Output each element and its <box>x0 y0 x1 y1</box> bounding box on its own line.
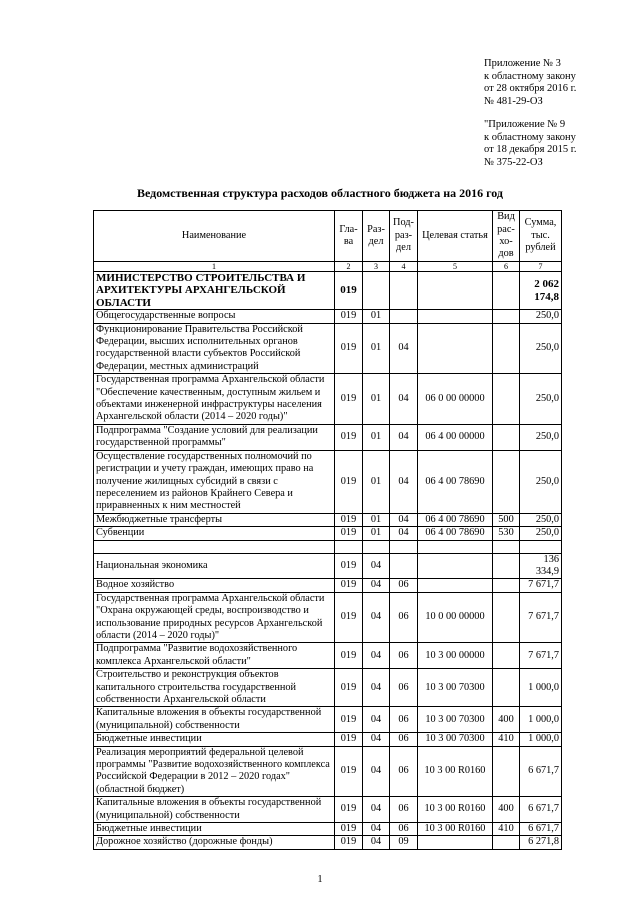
cell-podrazdel <box>390 540 418 553</box>
cell-sum: 250,0 <box>520 424 562 450</box>
cell-statya: 10 3 00 70300 <box>418 707 493 733</box>
table-row <box>94 707 562 733</box>
cell-name: МИНИСТЕРСТВО СТРОИТЕЛЬСТВА И АРХИТЕКТУРЫ АРХАНГЕЛЬСКОЙ ОБЛАСТИ <box>94 272 335 310</box>
cell-glava: 019 <box>335 553 363 579</box>
cell-podrazdel: 04 <box>390 374 418 425</box>
cell-vid: 410 <box>493 823 520 836</box>
cell-razdel: 04 <box>363 553 390 579</box>
cell-podrazdel: 04 <box>390 513 418 526</box>
table-row <box>94 513 562 526</box>
cell-statya <box>418 272 493 310</box>
cell-sum: 7 671,7 <box>520 592 562 643</box>
cell-vid <box>493 310 520 323</box>
cell-podrazdel: 04 <box>390 527 418 540</box>
cell-statya <box>418 310 493 323</box>
cell-name: Строительство и реконструкция объектов капитального строительства государственной собственности Архангельской области <box>94 669 335 707</box>
cell-sum: 1 000,0 <box>520 669 562 707</box>
header-row <box>94 211 562 262</box>
table-row <box>94 310 562 323</box>
document-title: Ведомственная структура расходов областного бюджета на 2016 год <box>136 186 503 200</box>
cell-razdel: 04 <box>363 733 390 746</box>
cell-sum: 1 000,0 <box>520 733 562 746</box>
cell-sum: 2 062 174,8 <box>520 272 562 310</box>
cell-vid <box>493 272 520 310</box>
header-glava: Гла-ва <box>335 211 363 262</box>
cell-statya: 06 4 00 78690 <box>418 527 493 540</box>
cell-vid: 410 <box>493 733 520 746</box>
column-number: 5 <box>418 262 493 272</box>
header-name: Наименование <box>94 211 335 262</box>
cell-name: Дорожное хозяйство (дорожные фонды) <box>94 836 335 849</box>
cell-glava: 019 <box>335 836 363 849</box>
cell-vid: 530 <box>493 527 520 540</box>
table-row <box>94 797 562 823</box>
table-row <box>94 450 562 513</box>
cell-razdel: 01 <box>363 374 390 425</box>
cell-statya <box>418 579 493 592</box>
cell-glava: 019 <box>335 746 363 797</box>
page-number: 1 <box>317 874 323 885</box>
column-number: 7 <box>520 262 562 272</box>
cell-name: Субвенции <box>94 527 335 540</box>
cell-glava: 019 <box>335 450 363 513</box>
appendix-block-1: Приложение № 3 к областному закону от 28 октября 2016 г. № 481-29-ОЗ <box>484 58 577 107</box>
cell-name: Межбюджетные трансферты <box>94 513 335 526</box>
cell-name: Подпрограмма "Создание условий для реализации государственной программы" <box>94 424 335 450</box>
cell-vid <box>493 579 520 592</box>
table-row <box>94 553 562 579</box>
column-number: 4 <box>390 262 418 272</box>
cell-sum <box>520 540 562 553</box>
cell-name: Общегосударственные вопросы <box>94 310 335 323</box>
cell-podrazdel: 06 <box>390 592 418 643</box>
cell-name: Осуществление государственных полномочий по регистрации и учету граждан, имеющих право на получение жилищных субсидий в связи с переселением из районов Крайнего Севера и приравненных к ним местностей <box>94 450 335 513</box>
cell-razdel <box>363 272 390 310</box>
table-row <box>94 823 562 836</box>
table-row <box>94 669 562 707</box>
cell-statya: 10 3 00 00000 <box>418 643 493 669</box>
cell-statya: 10 3 00 R0160 <box>418 823 493 836</box>
cell-name: Капитальные вложения в объекты государственной (муниципальной) собственности <box>94 707 335 733</box>
header-vid: Вид рас-хо-дов <box>493 211 520 262</box>
cell-podrazdel: 06 <box>390 746 418 797</box>
column-number: 6 <box>493 262 520 272</box>
cell-podrazdel: 06 <box>390 797 418 823</box>
cell-glava: 019 <box>335 513 363 526</box>
cell-glava: 019 <box>335 527 363 540</box>
cell-statya: 10 3 00 R0160 <box>418 746 493 797</box>
header-sum: Сумма, тыс. рублей <box>520 211 562 262</box>
cell-podrazdel: 06 <box>390 823 418 836</box>
cell-name: Бюджетные инвестиции <box>94 823 335 836</box>
cell-razdel: 01 <box>363 527 390 540</box>
cell-glava: 019 <box>335 707 363 733</box>
cell-podrazdel: 06 <box>390 579 418 592</box>
cell-podrazdel: 06 <box>390 733 418 746</box>
cell-razdel: 04 <box>363 836 390 849</box>
cell-vid <box>493 424 520 450</box>
cell-name: Национальная экономика <box>94 553 335 579</box>
cell-vid <box>493 592 520 643</box>
column-number: 1 <box>94 262 335 272</box>
cell-vid <box>493 746 520 797</box>
cell-vid: 500 <box>493 513 520 526</box>
cell-razdel: 01 <box>363 450 390 513</box>
column-number: 2 <box>335 262 363 272</box>
cell-statya <box>418 540 493 553</box>
cell-statya: 06 4 00 00000 <box>418 424 493 450</box>
cell-podrazdel: 06 <box>390 643 418 669</box>
table-row <box>94 527 562 540</box>
cell-glava: 019 <box>335 374 363 425</box>
cell-razdel: 01 <box>363 323 390 374</box>
table-row <box>94 746 562 797</box>
table-row <box>94 424 562 450</box>
cell-podrazdel: 04 <box>390 450 418 513</box>
cell-statya: 06 0 00 00000 <box>418 374 493 425</box>
cell-vid: 400 <box>493 797 520 823</box>
cell-glava: 019 <box>335 592 363 643</box>
cell-statya: 10 3 00 70300 <box>418 733 493 746</box>
cell-glava: 019 <box>335 272 363 310</box>
cell-vid <box>493 374 520 425</box>
cell-razdel: 04 <box>363 746 390 797</box>
cell-vid <box>493 323 520 374</box>
cell-sum: 250,0 <box>520 323 562 374</box>
cell-sum: 7 671,7 <box>520 643 562 669</box>
cell-vid <box>493 643 520 669</box>
cell-sum: 7 671,7 <box>520 579 562 592</box>
cell-vid <box>493 450 520 513</box>
cell-name: Водное хозяйство <box>94 579 335 592</box>
cell-name: Подпрограмма "Развитие водохозяйственного комплекса Архангельской области" <box>94 643 335 669</box>
cell-glava: 019 <box>335 669 363 707</box>
cell-podrazdel: 06 <box>390 669 418 707</box>
cell-sum: 136 334,9 <box>520 553 562 579</box>
cell-sum: 6 671,7 <box>520 746 562 797</box>
cell-podrazdel: 06 <box>390 707 418 733</box>
cell-statya <box>418 836 493 849</box>
cell-statya: 10 0 00 00000 <box>418 592 493 643</box>
table-row <box>94 579 562 592</box>
budget-table <box>93 210 562 850</box>
cell-glava: 019 <box>335 323 363 374</box>
cell-razdel: 01 <box>363 513 390 526</box>
table-row <box>94 272 562 310</box>
cell-glava: 019 <box>335 310 363 323</box>
table-body <box>94 272 562 850</box>
table-row <box>94 323 562 374</box>
cell-razdel: 01 <box>363 310 390 323</box>
appendix-header <box>484 58 576 180</box>
cell-name: Реализация мероприятий федеральной целевой программы "Развитие водохозяйственного комплекса Российской Федерации в 2012 – 2020 годах" (областной бюджет) <box>94 746 335 797</box>
cell-glava: 019 <box>335 733 363 746</box>
cell-razdel: 01 <box>363 424 390 450</box>
cell-vid <box>493 553 520 579</box>
empty-row <box>94 540 562 553</box>
cell-statya: 10 3 00 R0160 <box>418 797 493 823</box>
cell-sum: 250,0 <box>520 374 562 425</box>
cell-podrazdel: 04 <box>390 424 418 450</box>
header-podrazdel: Под-раз-дел <box>390 211 418 262</box>
cell-statya: 06 4 00 78690 <box>418 513 493 526</box>
cell-glava: 019 <box>335 797 363 823</box>
table-row <box>94 374 562 425</box>
header-statya: Целевая статья <box>418 211 493 262</box>
cell-glava <box>335 540 363 553</box>
cell-podrazdel <box>390 310 418 323</box>
cell-name: Государственная программа Архангельской области "Охрана окружающей среды, воспроизводство и использование природных ресурсов Архангельской области (2014 – 2020 годы)" <box>94 592 335 643</box>
cell-name: Капитальные вложения в объекты государственной (муниципальной) собственности <box>94 797 335 823</box>
cell-podrazdel <box>390 272 418 310</box>
header-razdel: Раз-дел <box>363 211 390 262</box>
cell-vid <box>493 836 520 849</box>
cell-name: Функционирование Правительства Российской Федерации, высших исполнительных органов государственной власти субъектов Российской Федерации, местных администраций <box>94 323 335 374</box>
table-row <box>94 836 562 849</box>
cell-vid <box>493 669 520 707</box>
cell-razdel: 04 <box>363 669 390 707</box>
cell-razdel: 04 <box>363 579 390 592</box>
cell-statya: 06 4 00 78690 <box>418 450 493 513</box>
table-row <box>94 643 562 669</box>
cell-podrazdel: 04 <box>390 323 418 374</box>
cell-sum: 6 671,7 <box>520 823 562 836</box>
column-number: 3 <box>363 262 390 272</box>
cell-glava: 019 <box>335 424 363 450</box>
cell-razdel: 04 <box>363 592 390 643</box>
cell-glava: 019 <box>335 643 363 669</box>
table-row <box>94 733 562 746</box>
cell-sum: 250,0 <box>520 310 562 323</box>
appendix-block-2: "Приложение № 9 к областному закону от 18 декабря 2015 г. № 375-22-ОЗ <box>484 119 577 168</box>
cell-statya <box>418 553 493 579</box>
cell-glava: 019 <box>335 823 363 836</box>
cell-statya: 10 3 00 70300 <box>418 669 493 707</box>
cell-sum: 6 671,7 <box>520 797 562 823</box>
cell-name: Государственная программа Архангельской области "Обеспечение качественным, доступным жильем и объектами инженерной инфраструктуры населения Архангельской области (2014 – 2020 годы)" <box>94 374 335 425</box>
cell-sum: 250,0 <box>520 450 562 513</box>
cell-sum: 250,0 <box>520 513 562 526</box>
cell-razdel: 04 <box>363 643 390 669</box>
cell-razdel <box>363 540 390 553</box>
cell-razdel: 04 <box>363 707 390 733</box>
cell-podrazdel <box>390 553 418 579</box>
cell-name <box>94 540 335 553</box>
column-number-row <box>94 262 562 272</box>
cell-sum: 250,0 <box>520 527 562 540</box>
cell-statya <box>418 323 493 374</box>
cell-vid <box>493 540 520 553</box>
cell-podrazdel: 09 <box>390 836 418 849</box>
cell-vid: 400 <box>493 707 520 733</box>
cell-name: Бюджетные инвестиции <box>94 733 335 746</box>
cell-glava: 019 <box>335 579 363 592</box>
cell-razdel: 04 <box>363 823 390 836</box>
table-row <box>94 592 562 643</box>
cell-razdel: 04 <box>363 797 390 823</box>
cell-sum: 1 000,0 <box>520 707 562 733</box>
cell-sum: 6 271,8 <box>520 836 562 849</box>
